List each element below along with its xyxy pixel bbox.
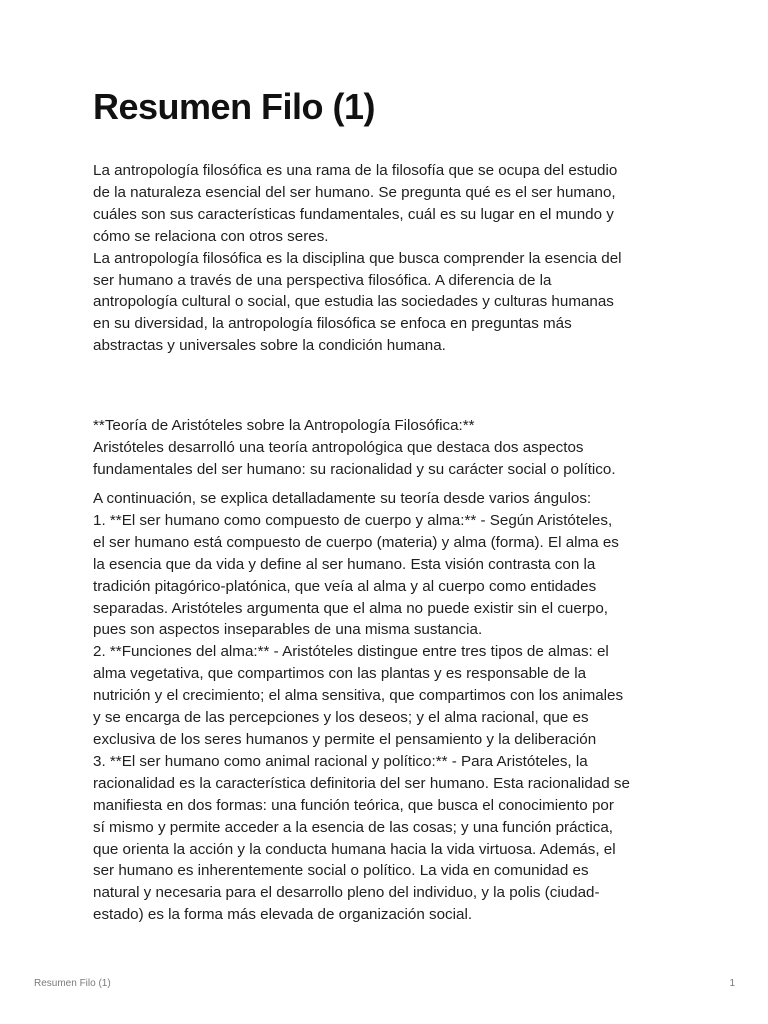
text-line: antropología cultural o social, que estudia las sociedades y culturas humanas bbox=[93, 293, 614, 311]
text-line: el ser humano está compuesto de cuerpo (materia) y alma (forma). El alma es bbox=[93, 533, 619, 551]
text-line: tradición pitagórico-platónica, que veía al alma y al cuerpo como entidades bbox=[93, 577, 597, 595]
footer-page-number: 1 bbox=[729, 978, 735, 989]
text-line: cuáles son sus características fundamentales, cuál es su lugar en el mundo y bbox=[93, 205, 614, 223]
text-line: 2. **Funciones del alma:** - Aristóteles distingue entre tres tipos de almas: el bbox=[93, 643, 609, 661]
text-line: nutrición y el crecimiento; el alma sensitiva, que compartimos con los animales bbox=[93, 687, 624, 705]
text-line: **Teoría de Aristóteles sobre la Antropología Filosófica:** bbox=[93, 417, 475, 434]
text-line: fundamentales del ser humano: su racionalidad y su carácter social o político. bbox=[93, 460, 616, 478]
text-line: exclusiva de los seres humanos y permite el pensamiento y la deliberación bbox=[93, 730, 597, 748]
text-line: y se encarga de las percepciones y los deseos; y el alma racional, que es bbox=[93, 709, 589, 727]
footer-document-name: Resumen Filo (1) bbox=[34, 978, 111, 989]
text-line: de la naturaleza esencial del ser humano. Se pregunta qué es el ser humano, bbox=[93, 183, 616, 201]
text-line: abstractas y universales sobre la condición humana. bbox=[93, 337, 446, 355]
text-line: la esencia que da vida y define al ser humano. Esta visión contrasta con la bbox=[93, 555, 596, 573]
text-line: cómo se relaciona con otros seres. bbox=[93, 227, 329, 245]
text-line: A continuación, se explica detalladamente su teoría desde varios ángulos: bbox=[93, 490, 592, 507]
text-line: en su diversidad, la antropología filosófica se enfoca en preguntas más bbox=[93, 315, 572, 333]
text-line: sí mismo y permite acceder a la esencia de las cosas; y una función práctica, bbox=[93, 818, 613, 836]
text-line: 1. **El ser humano como compuesto de cuerpo y alma:** - Según Aristóteles, bbox=[93, 511, 613, 529]
text-line: ser humano a través de una perspectiva filosófica. A diferencia de la bbox=[93, 271, 552, 289]
aristotle-theory-paragraph bbox=[93, 488, 683, 926]
aristotle-heading-paragraph bbox=[93, 415, 683, 481]
text-line: manifiesta en dos formas: una función teórica, que busca el conocimiento por bbox=[93, 796, 614, 814]
text-line: natural y necesaria para el desarrollo pleno del individuo, y la polis (ciudad- bbox=[93, 884, 600, 902]
text-line: alma vegetativa, que compartimos con las plantas y es responsable de la bbox=[93, 665, 587, 683]
text-line: La antropología filosófica es una rama de la filosofía que se ocupa del estudio bbox=[93, 162, 618, 179]
text-line: estado) es la forma más elevada de organización social. bbox=[93, 906, 473, 924]
text-line: pues son aspectos inseparables de una misma sustancia. bbox=[93, 621, 483, 639]
text-line: que orienta la acción y la conducta humana hacia la vida virtuosa. Además, el bbox=[93, 840, 616, 858]
text-line: Aristóteles desarrolló una teoría antropológica que destaca dos aspectos bbox=[93, 438, 584, 456]
text-line: separadas. Aristóteles argumenta que el alma no puede existir sin el cuerpo, bbox=[93, 599, 608, 617]
intro-paragraph bbox=[93, 160, 683, 357]
text-line: 3. **El ser humano como animal racional y político:** - Para Aristóteles, la bbox=[93, 752, 588, 770]
text-line: racionalidad es la característica definitoria del ser humano. Esta racionalidad se bbox=[93, 774, 630, 792]
page-title: Resumen Filo (1) bbox=[93, 86, 376, 127]
text-line: ser humano es inherentemente social o político. La vida en comunidad es bbox=[93, 862, 589, 880]
text-line: La antropología filosófica es la disciplina que busca comprender la esencia del bbox=[93, 249, 622, 267]
